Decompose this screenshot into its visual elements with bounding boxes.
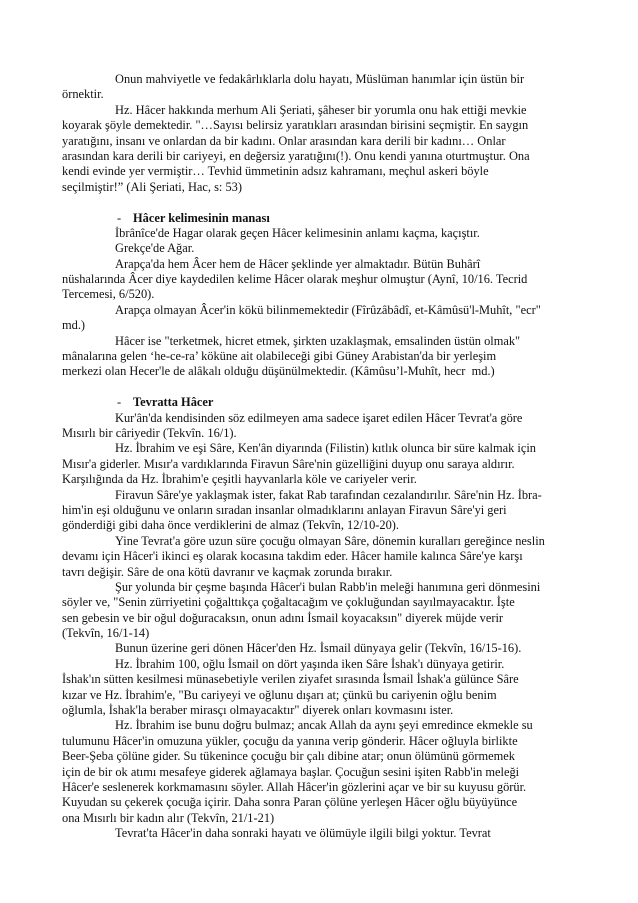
paragraph [62,226,582,241]
paragraph-line: söyler ve, "Senin zürriyetini çoğalttıkça çoğaltacağım ve çokluğundan sayılmayacaktır. İşte [62,595,515,610]
paragraph-line: İbrânîce'de Hagar olarak geçen Hâcer kelimesinin anlamı kaçma, kaçıştır. [115,225,480,240]
paragraph [62,534,582,580]
paragraph-line: gönderdiği gibi daha önce verdiklerini de almaz (Tekvîn, 12/10-20). [62,518,400,533]
paragraph-line: nüshalarında Âcer diye kaydedilen kelime Hâcer olarak meşhur olmuştur (Aynî, 10/16. Tecrid [62,272,528,287]
section-heading [62,211,582,226]
paragraph-line: İshak'ın sütten kesilmesi münasebetiyle verilen ziyafet sırasında İsmail İshak'a gülünce Sâre [62,672,519,687]
paragraph [62,103,582,195]
paragraph [62,718,582,826]
paragraph-line: merkezi olan Hecer'le de alâkalı olduğu düşünülmektedir. (Kâmûsu’l-Muhît, hecr md.) [62,364,495,379]
paragraph-line: Onun mahviyetle ve fedakârlıklarla dolu hayatı, Müslüman hanımlar için üstün bir [115,72,525,86]
paragraph-line: yaratığını, insanı ve onlardan da bir kadını. Onlar arasından kara derili bir kadını… Onlar [62,133,506,148]
paragraph [62,580,582,642]
paragraph-line: tulumunu Hâcer'in omuzuna yükler, çocuğu da yanına verip gönderir. Hâcer oğluyla birlikte [62,733,518,748]
blank-line [62,380,582,395]
paragraph-line: örnektir. [62,87,104,102]
paragraph-line: Firavun Sâre'ye yaklaşmak ister, fakat Rab tarafından cezalandırılır. Sâre'nin Hz. İbra- [115,487,542,502]
paragraph-line: oğlumla, İshak'la beraber mirasçı olmayacaktır" diyerek onları kovmasını ister. [62,703,454,718]
paragraph-line: ona Mısırlı bir kadın alır (Tekvîn, 21/1-21) [62,810,275,825]
paragraph-line: arasından kara derili bir cariyeyi, en değersiz yaratığını(!). Onu kendi yanına oturtmuştur. Ona [62,148,530,163]
paragraph-line: Mısır'a giderler. Mısır'a vardıklarında Firavun Sâre'nin güzelliğini duyup onu saraya aldırır. [62,456,515,471]
paragraph [62,657,582,719]
paragraph-line: koyarak şöyle demektedir. "…Sayısı belirsiz yaratıkları arasından birisini seçmiştir. En saygın [62,118,529,133]
list-dash: - [117,210,122,225]
paragraph-line: kendi evinde yer vermiştir… Tevhid ümmetinin adsız kahramanı, meçhul askeri böyle [62,164,489,179]
paragraph-line: Hâcer'e seslenerek korkmamasını söyler. Allah Hâcer'in gözlerini açar ve bir su kuyusu görür. [62,779,527,794]
paragraph [62,641,582,656]
section-heading-text: Tevratta Hâcer [133,395,214,410]
blank-line [62,195,582,210]
paragraph-line: Şur yolunda bir çeşme başında Hâcer'i bulan Rabb'in meleği hanımına geri dönmesini [115,579,541,594]
paragraph-line: Tercemesi, 6/520). [62,287,155,302]
paragraph-line: Hâcer ise "terketmek, hicret etmek, şirkten uzaklaşmak, emsalinden üstün olmak" [115,333,521,348]
paragraph-line: Yine Tevrat'a göre uzun süre çocuğu olmayan Sâre, dönemin kuralları gereğince neslin [115,533,545,548]
paragraph-line: tavrı değişir. Sâre de ona kötü davranır ve kaçmak zorunda bırakır. [62,564,393,579]
paragraph-line: (Tekvîn, 16/1-14) [62,626,150,641]
paragraph-line: Hz. İbrahim 100, oğlu İsmail on dört yaşında iken Sâre İshak'ı dünyaya getirir. [115,656,505,671]
paragraph-line: sen gebesin ve bir oğul doğuracaksın, onun adını İsmail koyacaksın" diyerek müjde verir [62,610,504,625]
paragraph-line: Arapça'da hem Âcer hem de Hâcer şeklinde yer almaktadır. Bütün Buhârî [115,256,481,271]
paragraph-line: Tevrat'ta Hâcer'in daha sonraki hayatı ve ölümüyle ilgili bilgi yoktur. Tevrat [115,826,491,841]
paragraph-line: Hz. İbrahim ve eşi Sâre, Ken'ân diyarında (Filistin) kıtlık olunca bir süre kalmak için [115,441,536,456]
paragraph-line: Kuyudan su çekerek çocuğa içirir. Daha sonra Paran çölüne yerleşen Hâcer oğlu büyüyünce [62,795,518,810]
paragraph [62,441,582,487]
paragraph-line: kızar ve Hz. İbrahim'e, "Bu cariyeyi ve oğlunu dışarı at; çünkü bu cariyenin oğlu benim [62,687,497,702]
paragraph [62,334,582,380]
paragraph [62,241,582,256]
paragraph [62,411,582,442]
paragraph-line: md.) [62,318,86,333]
paragraph-line: Kur'ân'da kendisinden söz edilmeyen ama sadece işaret edilen Hâcer Tevrat'a göre [115,410,523,425]
paragraph [62,257,582,303]
paragraph-line: Mısırlı bir câriyedir (Tekvîn. 16/1). [62,425,237,440]
paragraph-line: devamı için Hâcer'i ikinci eş olarak kocasına takdim eder. Hâcer hamile kalınca Sâre'ye karşı [62,549,523,564]
paragraph-line: Hz. Hâcer hakkında merhum Ali Şeriati, şâheser bir yorumla onu hak ettiği mevkie [115,102,527,117]
paragraph [62,826,582,841]
paragraph-line: Karşılığında da Hz. İbrahim'e çeşitli hayvanlarla köle ve cariyeler verir. [62,472,417,487]
paragraph [62,303,582,334]
paragraph-line: Bunun üzerine geri dönen Hâcer'den Hz. İsmail dünyaya gelir (Tekvîn, 16/15-16). [115,641,522,656]
paragraph-line: mânalarına gelen ‘he-ce-ra’ köküne ait olabileceği gibi Güney Arabistan'da bir yerleşim [62,349,497,364]
paragraph-line: Hz. İbrahim ise bunu doğru bulmaz; ancak Allah da aynı şeyi emredince ekmekle su [115,718,533,733]
paragraph-line: Beer-Şeba çölüne gider. Su tükenince çocuğu bir çalı dibine atar; onun ölümünü görmemek [62,749,515,764]
paragraph [62,72,582,103]
list-dash: - [117,395,122,410]
paragraph-line: seçilmiştir!” (Ali Şeriati, Hac, s: 53) [62,179,242,194]
paragraph [62,488,582,534]
document-body [62,72,582,842]
section-heading-text: Hâcer kelimesinin manası [133,210,270,225]
paragraph-line: Grekçe'de Ağar. [115,241,195,256]
paragraph-line: için de bir ok atımı mesafeye giderek ağlamaya başlar. Çocuğun sesini işiten Rabb'in meleği [62,764,520,779]
section-heading [62,395,582,410]
paragraph-line: Arapça olmayan Âcer'in kökü bilinmemektedir (Fîrûzâbâdî, et-Kâmûsü'l-Muhît, "ecr" [115,302,541,317]
paragraph-line: him'in eşi olduğunu ve onların sıradan insanlar olmadıklarını anlayan Firavun Sâre'yi geri [62,502,507,517]
